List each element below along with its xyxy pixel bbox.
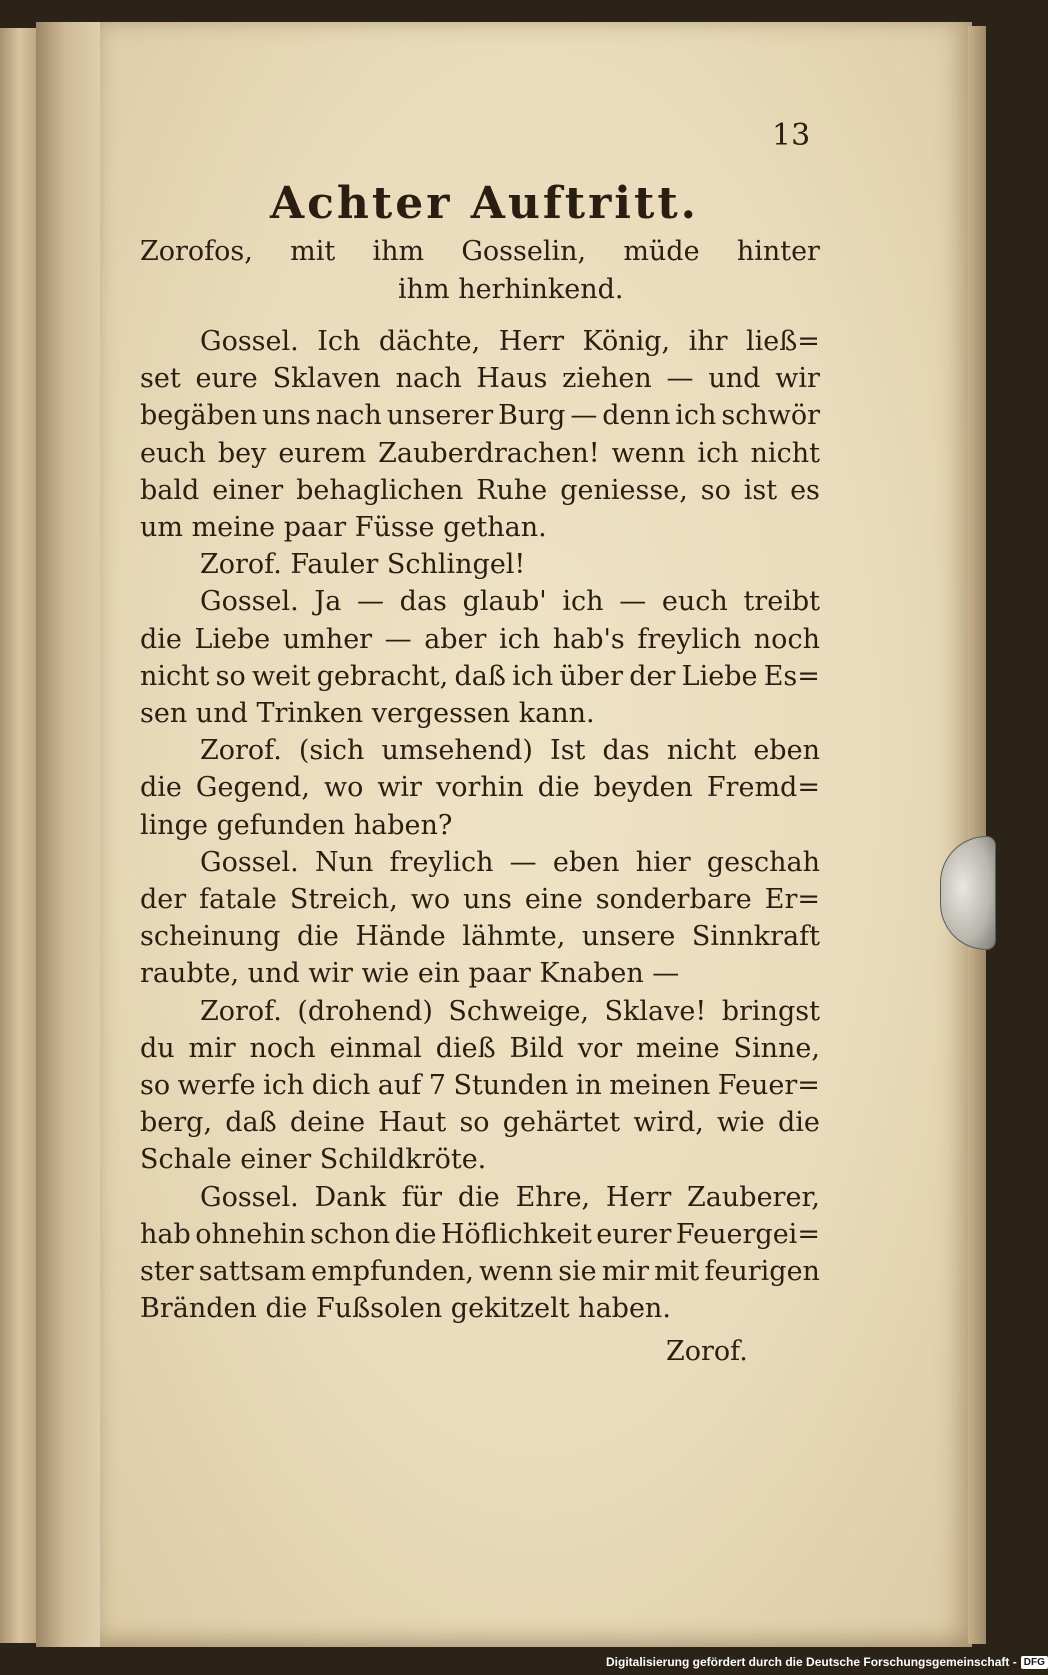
scene-title: Achter Auftritt.	[270, 178, 699, 229]
text-line: um meine paar Füsse gethan.	[140, 512, 547, 543]
text-line: euch bey eurem Zauberdrachen! wenn ich nicht	[140, 438, 820, 469]
stage-direction-line: Zorofos, mit ihm Gosselin, müde hinter	[140, 236, 820, 267]
text-line: Zorof. Fauler Schlingel!	[200, 549, 526, 580]
text-line: Zorof. (sich umsehend) Ist das nicht eben	[200, 735, 820, 766]
text-line: Gossel. Ich dächte, Herr König, ihr ließ=	[200, 326, 820, 357]
page-right-edge	[968, 26, 986, 1644]
dfg-logo: DFG	[1021, 1656, 1048, 1669]
text-line: hab ohnehin schon die Höflichkeit eurer Feuergei=	[140, 1219, 820, 1250]
text-line: scheinung die Hände lähmte, unsere Sinnkraft	[140, 921, 820, 952]
text-line: so werfe ich dich auf 7 Stunden in meinen Feuer=	[140, 1070, 820, 1101]
text-line: berg, daß deine Haut so gehärtet wird, wie die	[140, 1107, 820, 1138]
text-line: die Liebe umher — aber ich hab's freylich noch	[140, 624, 820, 655]
page-number: 13	[772, 118, 811, 153]
text-line: Schale einer Schildkröte.	[140, 1144, 487, 1175]
text-line: ster sattsam empfunden, wenn sie mir mit feurigen	[140, 1256, 820, 1287]
text-line: bald einer behaglichen Ruhe geniesse, so ist es	[140, 475, 820, 506]
page-gutter	[36, 22, 106, 1647]
footer-credit: Digitalisierung gefördert durch die Deutsche Forschungsgemeinschaft -	[606, 1655, 1017, 1669]
text-line: der fatale Streich, wo uns eine sonderbare Er=	[140, 884, 820, 915]
text-line: Zorof. (drohend) Schweige, Sklave! bringst	[200, 996, 820, 1027]
text-line: nicht so weit gebracht, daß ich über der Liebe Es=	[140, 661, 820, 692]
stage-direction-line: ihm herhinkend.	[398, 274, 624, 305]
text-line: set eure Sklaven nach Haus ziehen — und wir	[140, 363, 820, 394]
previous-page-edge	[0, 28, 37, 1643]
text-line: du mir noch einmal dieß Bild vor meine Sinne,	[140, 1033, 820, 1064]
text-line: Gossel. Ja — das glaub' ich — euch treibt	[200, 586, 820, 617]
text-line: die Gegend, wo wir vorhin die beyden Fremd=	[140, 772, 820, 803]
text-line: Gossel. Nun freylich — eben hier geschah	[200, 847, 820, 878]
text-line: linge gefunden haben?	[140, 810, 453, 841]
text-line: Bränden die Fußsolen gekitzelt haben.	[140, 1293, 671, 1324]
text-line: sen und Trinken vergessen kann.	[140, 698, 595, 729]
text-line: begäben uns nach unserer Burg — denn ich schwör	[140, 400, 820, 431]
text-line: Gossel. Dank für die Ehre, Herr Zauberer,	[200, 1182, 820, 1213]
text-line: raubte, und wir wie ein paar Knaben —	[140, 958, 680, 989]
catchword: Zorof.	[666, 1336, 748, 1367]
digitization-footer	[606, 1652, 1045, 1672]
